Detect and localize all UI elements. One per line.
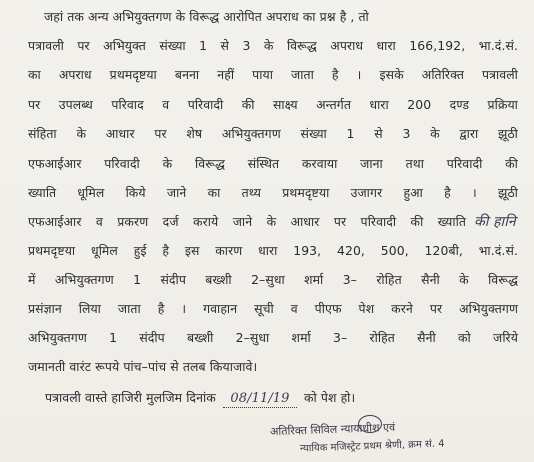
text-line-12: अभियुक्तगण 1 संदीप बख्शी 2–सुधा शर्मा 3– रोहित सैनी को जरिये bbox=[28, 330, 518, 345]
text-line-8-wrap bbox=[28, 214, 520, 230]
signature-line-1: अतिरिक्त सिविल न्यायाधीश एवं bbox=[269, 420, 396, 439]
text-line-8: एफआईआर व प्रकरण दर्ज कराये जाने के आधार पर परिवादी की ख्याति bbox=[28, 214, 466, 229]
hearing-date: 08/11/19 bbox=[223, 391, 297, 408]
hearing-prefix: पत्रावली वास्ते हाजिरी मुलजिम दिनांक bbox=[45, 390, 216, 405]
text-line-6: एफआईआर परिवादी के विरूद्ध संस्थित करवाया जाना तथा परिवादी की bbox=[28, 156, 518, 171]
text-line-13: जमानती वारंट रूपये पांच–पांच से तलब कियाजावे। bbox=[28, 359, 258, 374]
text-line-4: पर उपलब्ध परिवाद व परिवादी की साक्ष्य अन्तर्गत धारा 200 दण्ड प्रक्रिया bbox=[28, 97, 518, 112]
hearing-date-line bbox=[45, 390, 355, 408]
hearing-suffix: को पेश हो। bbox=[304, 390, 356, 405]
handwritten-insert: की हानि bbox=[474, 214, 516, 230]
text-line-7: ख्याति धूमिल किये जाने का तथ्य प्रथमदृष्टया उजागर हुआ है । झूठी bbox=[28, 185, 518, 200]
text-line-10: में अभियुक्तगण 1 संदीप बख्शी 2–सुधा शर्मा 3– रोहित सैनी के विरूद्ध bbox=[28, 272, 518, 287]
text-line-3: का अपराध प्रथमदृष्टया बनना नहीं पाया जाता है । इसके अतिरिक्त पत्रावली bbox=[28, 67, 518, 82]
text-line-1: जहां तक अन्य अभियुक्तगण के विरूद्ध आरोपित अपराध का प्रश्न है , तो bbox=[44, 9, 369, 24]
signature-line-2: न्यायिक मजिस्ट्रेट प्रथम श्रेणी, क्रम सं. 4 bbox=[299, 438, 445, 455]
text-line-9: प्रथमदृष्टया धूमिल हुई है इस कारण धारा 193, 420, 500, 120बी, भा.दं.सं. bbox=[28, 243, 518, 258]
text-line-5: संहिता के आधार पर शेष अभियुक्तगण संख्या 1 से 3 के द्वारा झूठी bbox=[28, 126, 518, 141]
text-line-2: पत्रावली पर अभियुक्त संख्या 1 से 3 के विरूद्ध अपराध धारा 166,192, भा.दं.सं. bbox=[28, 38, 518, 53]
text-line-11: प्रसंज्ञान लिया जाता है । गवाहान सूची व पीएफ पेश करने पर अभियुक्तगण bbox=[28, 301, 518, 316]
